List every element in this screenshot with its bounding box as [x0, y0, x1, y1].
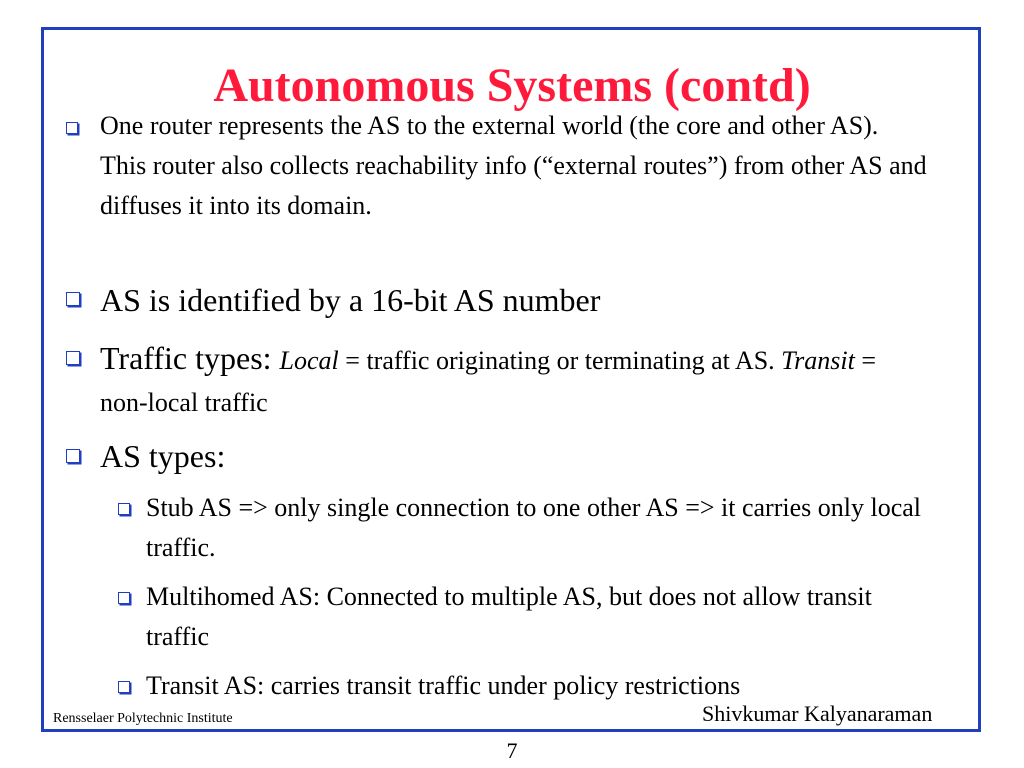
bullet-text-traffic-types	[100, 337, 930, 424]
square-bullet-icon	[66, 292, 80, 306]
footer-author: Shivkumar Kalyanaraman	[702, 701, 933, 726]
square-bullet-icon	[118, 681, 130, 693]
local-definition: = traffic originating or terminating at AS.	[338, 346, 782, 375]
transit-term: Transit	[781, 346, 855, 375]
sub-bullet-text: Stub AS => only single connection to one other AS => it carries only local traffic.	[146, 493, 921, 562]
sub-bullet-text: Multihomed AS: Connected to multiple AS, but does not allow transit traffic	[146, 582, 872, 651]
footer-institution: Rensselaer Polytechnic Institute	[53, 711, 233, 726]
square-bullet-icon	[118, 592, 130, 604]
slide-title: Autonomous Systems (contd)	[213, 59, 811, 112]
transit-definition: = non-local traffic	[100, 346, 877, 417]
square-bullet-icon	[66, 351, 80, 365]
sub-bullet-text: Transit AS: carries transit traffic under policy restrictions	[146, 671, 741, 700]
square-bullet-icon	[66, 122, 78, 134]
traffic-types-lead: Traffic types:	[100, 340, 280, 376]
local-term: Local	[279, 346, 339, 375]
bullet-text: AS is identified by a 16-bit AS number	[100, 282, 601, 318]
page-number: 7	[506, 738, 518, 763]
bullet-text: One router represents the AS to the external world (the core and other AS). This router also collects reachability info (“external routes”) from other AS and diffuses it into its domain.	[100, 111, 927, 220]
bullet-text: AS types:	[100, 438, 226, 474]
square-bullet-icon	[118, 503, 130, 515]
square-bullet-icon	[66, 449, 80, 463]
